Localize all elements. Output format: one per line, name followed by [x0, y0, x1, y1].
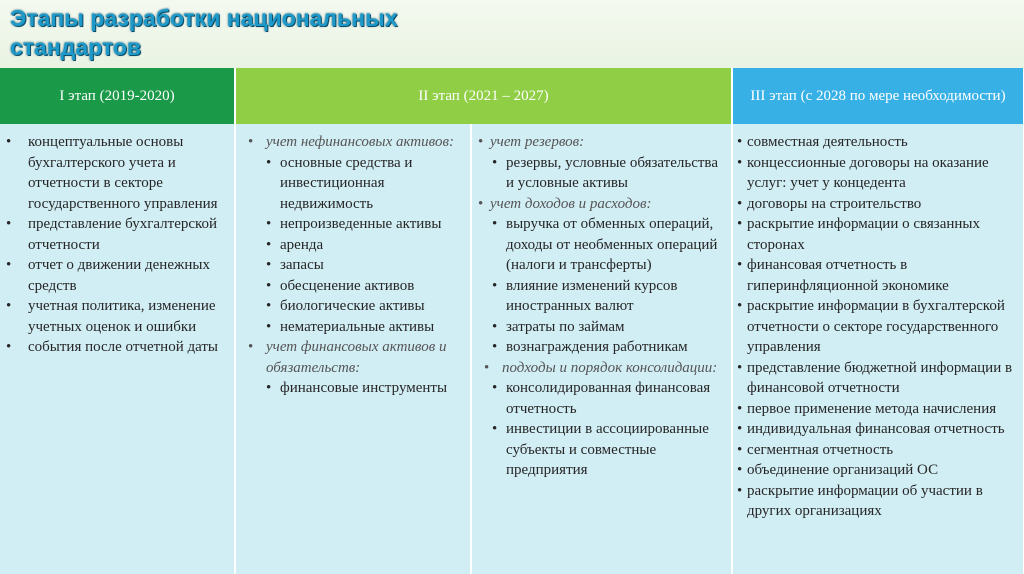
list-item: • объединение организаций ОС	[737, 460, 1019, 481]
stage3-list	[737, 132, 1019, 522]
list-item: • представление бухгалтерской отчетности	[4, 214, 230, 255]
list-item: • влияние изменений курсов иностранных валют	[476, 276, 727, 317]
stage2b-group2-list	[476, 214, 727, 358]
list-item: • затраты по займам	[476, 317, 727, 338]
stage2a-group1-list	[240, 153, 466, 338]
group-label: • подходы и порядок консолидации:	[476, 358, 727, 379]
page-title-line2: стандартов	[10, 34, 142, 60]
list-item: • раскрытие информации об участии в других организациях	[737, 481, 1019, 522]
list-item: • вознаграждения работникам	[476, 337, 727, 358]
list-item: • инвестиции в ассоциированные субъекты и совместные предприятия	[476, 419, 727, 481]
group-label: • учет резервов:	[476, 132, 727, 153]
page-title-line1: Этапы разработки национальных	[10, 5, 398, 31]
list-item: • раскрытие информации о связанных сторонах	[737, 214, 1019, 255]
list-item: • концессионные договоры на оказание услуг: учет у концедента	[737, 153, 1019, 194]
list-item: • биологические активы	[240, 296, 466, 317]
stages-content-row	[0, 124, 1024, 574]
list-item: • консолидированная финансовая отчетность	[476, 378, 727, 419]
stage2b-group3-list	[476, 378, 727, 481]
list-item: • учетная политика, изменение учетных оценок и ошибки	[4, 296, 230, 337]
stage1-header: I этап (2019-2020)	[0, 68, 235, 124]
list-item: • раскрытие информации в бухгалтерской отчетности о секторе государственного управления	[737, 296, 1019, 358]
stage3-header: III этап (с 2028 по мере необходимости)	[732, 68, 1024, 124]
group-label: • учет финансовых активов и обязательств:	[240, 337, 466, 378]
list-item: • совместная деятельность	[737, 132, 1019, 153]
group-label: • учет нефинансовых активов:	[240, 132, 466, 153]
stage2-header: II этап (2021 – 2027)	[235, 68, 732, 124]
list-item: • первое применение метода начисления	[737, 399, 1019, 420]
list-item: • финансовая отчетность в гиперинфляционной экономике	[737, 255, 1019, 296]
group-label: • учет доходов и расходов:	[476, 194, 727, 215]
list-item: • сегментная отчетность	[737, 440, 1019, 461]
list-item: • обесценение активов	[240, 276, 466, 297]
stage1-cell	[0, 124, 235, 574]
stage1-list	[4, 132, 230, 358]
page-title	[10, 4, 398, 62]
list-item: • аренда	[240, 235, 466, 256]
stage3-cell	[732, 124, 1024, 574]
stage2a-group2-list	[240, 378, 466, 399]
list-item: • договоры на строительство	[737, 194, 1019, 215]
title-bar	[0, 0, 1024, 68]
list-item: • нематериальные активы	[240, 317, 466, 338]
list-item: • индивидуальная финансовая отчетность	[737, 419, 1019, 440]
stage2a-cell	[235, 124, 471, 574]
list-item: • основные средства и инвестиционная недвижимость	[240, 153, 466, 215]
list-item: • представление бюджетной информации в финансовой отчетности	[737, 358, 1019, 399]
list-item: • события после отчетной даты	[4, 337, 230, 358]
stages-table	[0, 68, 1024, 574]
list-item: • непроизведенные активы	[240, 214, 466, 235]
list-item: • выручка от обменных операций, доходы от необменных операций (налоги и трансферты)	[476, 214, 727, 276]
list-item: • финансовые инструменты	[240, 378, 466, 399]
stages-header-row	[0, 68, 1024, 124]
stage2b-cell	[471, 124, 732, 574]
stage2b-group1-list	[476, 153, 727, 194]
list-item: • отчет о движении денежных средств	[4, 255, 230, 296]
list-item: • резервы, условные обязательства и условные активы	[476, 153, 727, 194]
list-item: • концептуальные основы бухгалтерского учета и отчетности в секторе государственного управления	[4, 132, 230, 214]
list-item: • запасы	[240, 255, 466, 276]
